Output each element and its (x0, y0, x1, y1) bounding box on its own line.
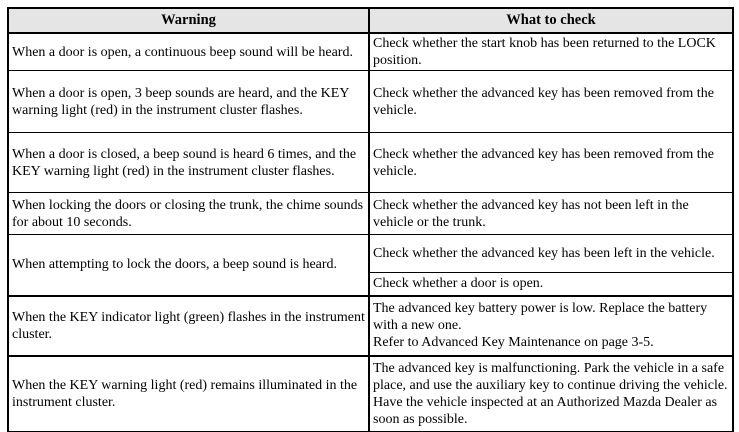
check-line: Refer to Advanced Key Maintenance on page 3-5. (373, 335, 654, 350)
warning-check-table (7, 7, 734, 432)
check-cell (369, 235, 733, 273)
warning-cell: When the KEY indicator light (green) flashes in the instrument cluster. (8, 296, 369, 356)
check-cell (369, 356, 733, 432)
check-column-header: What to check (369, 8, 733, 33)
check-cell (369, 71, 733, 133)
table-body (8, 33, 733, 432)
check-line: Check whether the advanced key has been left in the vehicle. (373, 246, 715, 261)
warning-column-header: Warning (8, 8, 369, 33)
table-row (8, 133, 733, 193)
table-row (8, 33, 733, 71)
check-line: Check whether a door is open. (373, 276, 544, 292)
warning-cell: When a door is open, a continuous beep sound will be heard. (8, 33, 369, 71)
check-cell (369, 133, 733, 193)
table-row (8, 235, 733, 273)
warning-cell: When a door is closed, a beep sound is heard 6 times, and the KEY warning light (red) in the instrument cluster flashes. (8, 133, 369, 193)
table-row (8, 296, 733, 356)
header-row (8, 8, 733, 33)
check-line: Check whether the advanced key has been removed from the vehicle. (373, 146, 714, 179)
check-line: The advanced key is malfunctioning. Park the vehicle in a safe place, and use the auxiliary key to continue driving the vehicle. Have the vehicle inspected at an Authorized Mazda Dealer as soon as possible. (373, 360, 728, 427)
warning-cell: When the KEY warning light (red) remains illuminated in the instrument cluster. (8, 356, 369, 432)
table-row (8, 71, 733, 133)
warning-cell: When locking the doors or closing the trunk, the chime sounds for about 10 seconds. (8, 193, 369, 235)
check-line: Check whether the start knob has been returned to the LOCK position. (373, 36, 716, 68)
check-cell (369, 193, 733, 235)
check-line: Check whether the advanced key has not been left in the vehicle or the trunk. (373, 197, 689, 230)
table-row (8, 356, 733, 432)
warning-cell: When a door is open, 3 beep sounds are heard, and the KEY warning light (red) in the instrument cluster flashes. (8, 71, 369, 133)
check-line: Check whether the advanced key has been removed from the vehicle. (373, 85, 714, 118)
check-cell (369, 273, 733, 296)
table-row (8, 193, 733, 235)
check-line: The advanced key battery power is low. Replace the battery with a new one. (373, 301, 708, 333)
check-cell (369, 296, 733, 356)
check-cell (369, 33, 733, 71)
warning-cell: When attempting to lock the doors, a beep sound is heard. (8, 235, 369, 296)
